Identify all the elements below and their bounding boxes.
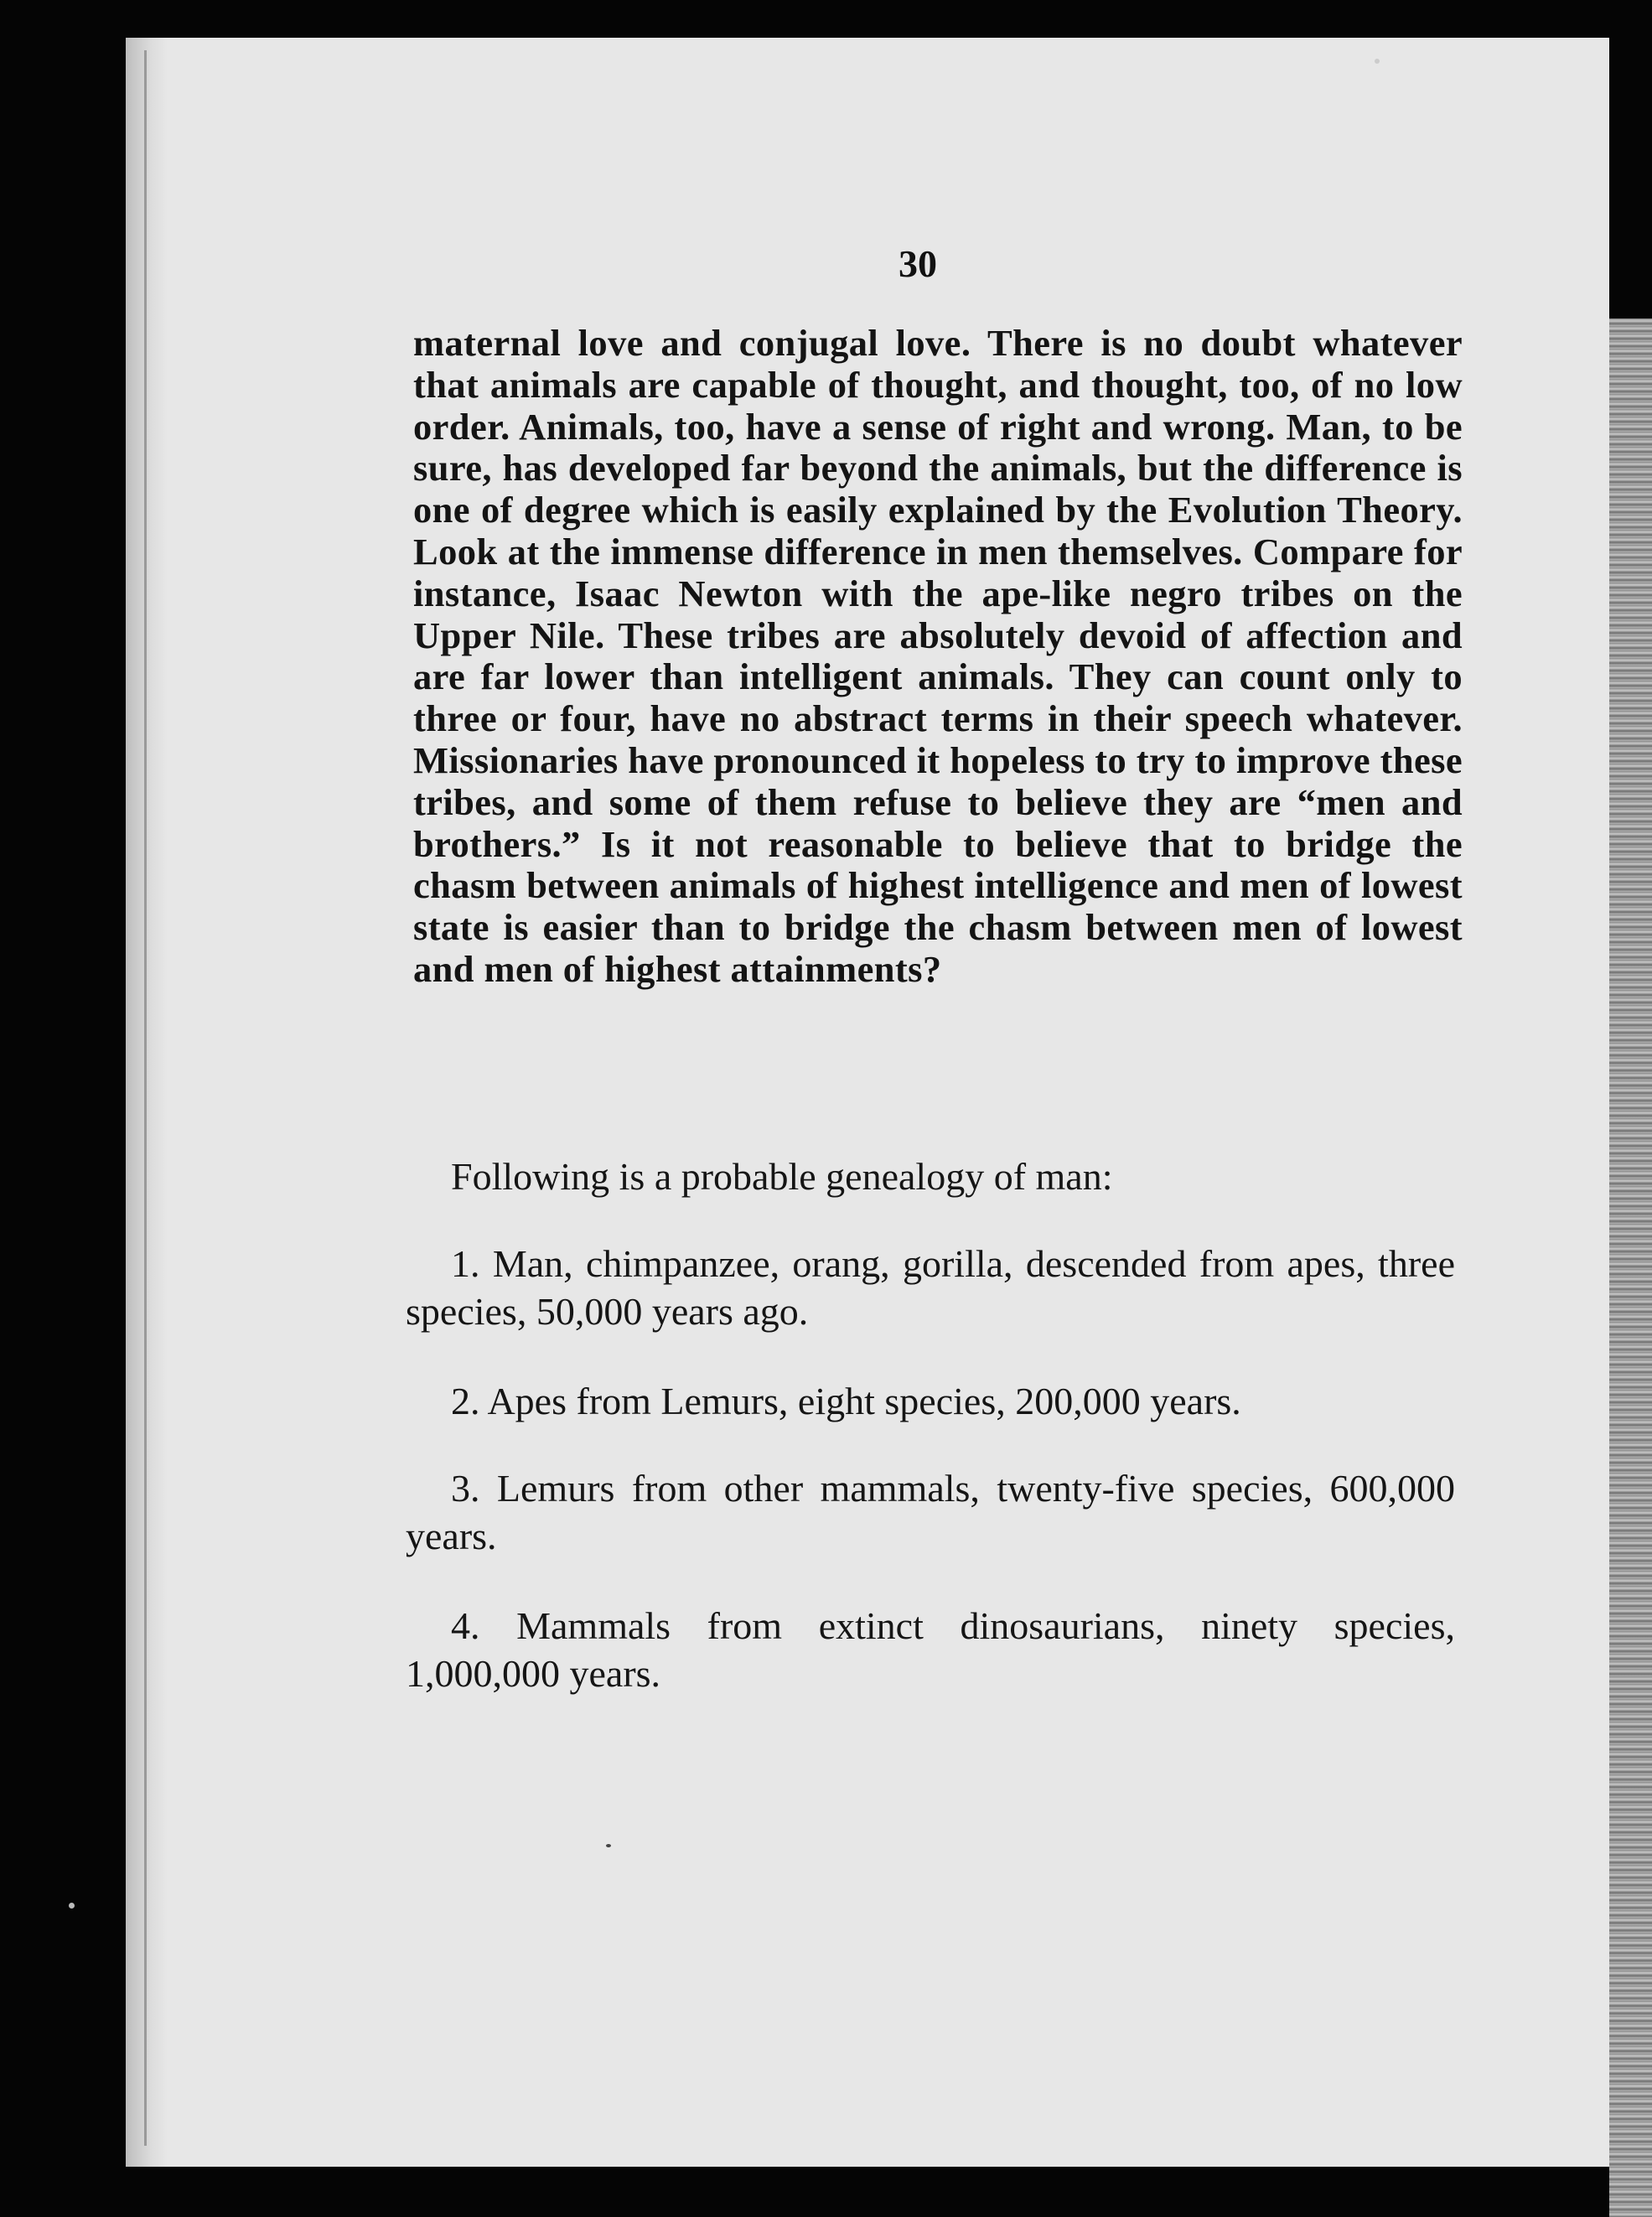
scan-speck — [1375, 59, 1380, 64]
genealogy-section — [406, 1153, 1455, 1739]
binding-gutter — [126, 38, 168, 2167]
body-paragraph: maternal love and conjugal love. There is no doubt whatever that animals are capable of thought, and thought, too, of no low order. Animals, too, have a sense of right and wrong. Man, to be sure, has developed far beyond the animals, but the difference is one of degree which is easily explained by the Evolution Theory. Look at the immense difference in men themselves. Compare for instance, Isaac Newton with the ape-like negro tribes on the Upper Nile. These tribes are absolutely devoid of affection and are far lower than intelligent animals. They can count only to three or four, have no abstract terms in their speech whatever. Missionaries have pronounced it hopeless to try to improve these tribes, and some of them refuse to believe they are “men and brothers.” Is it not reasonable to believe that to bridge the chasm between animals of highest intelligence and men of lowest state is easier than to bridge the chasm between men of lowest and men of highest attainments? — [413, 322, 1463, 990]
genealogy-item: 1. Man, chimpanzee, orang, gorilla, descended from apes, three species, 50,000 years ago. — [406, 1242, 1455, 1333]
genealogy-item: 3. Lemurs from other mammals, twenty-five species, 600,000 years. — [406, 1467, 1455, 1557]
scan-speck — [606, 1844, 611, 1847]
genealogy-intro: Following is a probable genealogy of man: — [451, 1155, 1113, 1198]
page-edge — [1609, 319, 1652, 2217]
genealogy-item: 2. Apes from Lemurs, eight species, 200,000 years. — [451, 1380, 1241, 1422]
genealogy-item: 4. Mammals from extinct dinosaurians, ninety species, 1,000,000 years. — [406, 1604, 1455, 1695]
page-number: 30 — [899, 242, 937, 285]
binding-line — [144, 50, 147, 2146]
scan-speck — [69, 1903, 75, 1909]
